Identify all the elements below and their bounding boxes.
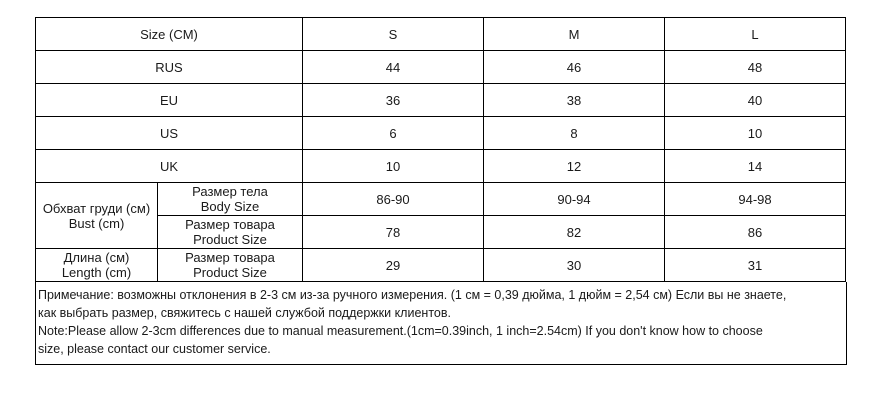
cell-value: 31: [665, 249, 846, 282]
size-chart: [35, 17, 845, 365]
cell-value: 44: [303, 51, 484, 84]
length-label-en: Length (cm): [61, 265, 132, 280]
cell-value: 82: [484, 216, 665, 249]
bust-label-ru: Обхват груди (см): [42, 200, 151, 216]
cell-value: 12: [484, 150, 665, 183]
measurement-note: [35, 282, 847, 365]
product-size-label-ru: Размер товара: [185, 217, 275, 232]
table-row-eu: [36, 84, 846, 117]
cell-value: 46: [484, 51, 665, 84]
cell-value: 36: [303, 84, 484, 117]
cell-value: 29: [303, 249, 484, 282]
cell-value: 30: [484, 249, 665, 282]
size-s-header: S: [303, 18, 484, 51]
table-row-bust-product: [36, 216, 846, 249]
cell-value: 86-90: [303, 183, 484, 216]
size-l-header: L: [665, 18, 846, 51]
cell-value: 48: [665, 51, 846, 84]
table-row-length: [36, 249, 846, 282]
table-row-bust-body: [36, 183, 846, 216]
note-en-line-2: size, please contact our customer service.: [38, 342, 271, 356]
cell-value: 6: [303, 117, 484, 150]
note-ru-line-1: Примечание: возможны отклонения в 2-3 см из-за ручного измерения. (1 см = 0,39 дюйма, 1 дюйм = 2,54 см) Если вы не знаете,: [38, 288, 787, 302]
note-en-line-1: Note:Please allow 2-3cm differences due to manual measurement.(1cm=0.39inch, 1 inch=2.54cm) If you don't know how to choose: [38, 324, 763, 338]
row-label: EU: [36, 84, 303, 117]
table-row-rus: [36, 51, 846, 84]
length-label-ru: Длина (см): [63, 250, 130, 265]
product-size-label: [158, 249, 303, 282]
cell-value: 8: [484, 117, 665, 150]
table-row-uk: [36, 150, 846, 183]
length-label: [36, 249, 158, 282]
product-size-label-en: Product Size: [193, 232, 267, 247]
size-m-header: M: [484, 18, 665, 51]
product-size-label-ru: Размер товара: [185, 250, 275, 265]
body-size-label-ru: Размер тела: [192, 184, 268, 199]
product-size-label-en: Product Size: [193, 265, 267, 280]
cell-value: 86: [665, 216, 846, 249]
bust-label-en: Bust (cm): [68, 215, 125, 231]
row-label: UK: [36, 150, 303, 183]
cell-value: 14: [665, 150, 846, 183]
table-row-us: [36, 117, 846, 150]
size-header: Size (CM): [36, 18, 303, 51]
cell-value: 10: [665, 117, 846, 150]
cell-value: 40: [665, 84, 846, 117]
body-size-label-en: Body Size: [200, 199, 260, 214]
cell-value: 94-98: [665, 183, 846, 216]
row-label: US: [36, 117, 303, 150]
header-row: [36, 18, 846, 51]
cell-value: 38: [484, 84, 665, 117]
size-table: [35, 17, 846, 282]
body-size-label: [158, 183, 303, 216]
cell-value: 10: [303, 150, 484, 183]
cell-value: 78: [303, 216, 484, 249]
product-size-label: [158, 216, 303, 249]
bust-label: [36, 183, 158, 249]
row-label: RUS: [36, 51, 303, 84]
cell-value: 90-94: [484, 183, 665, 216]
note-ru-line-2: как выбрать размер, свяжитесь с нашей службой поддержки клиентов.: [38, 306, 451, 320]
